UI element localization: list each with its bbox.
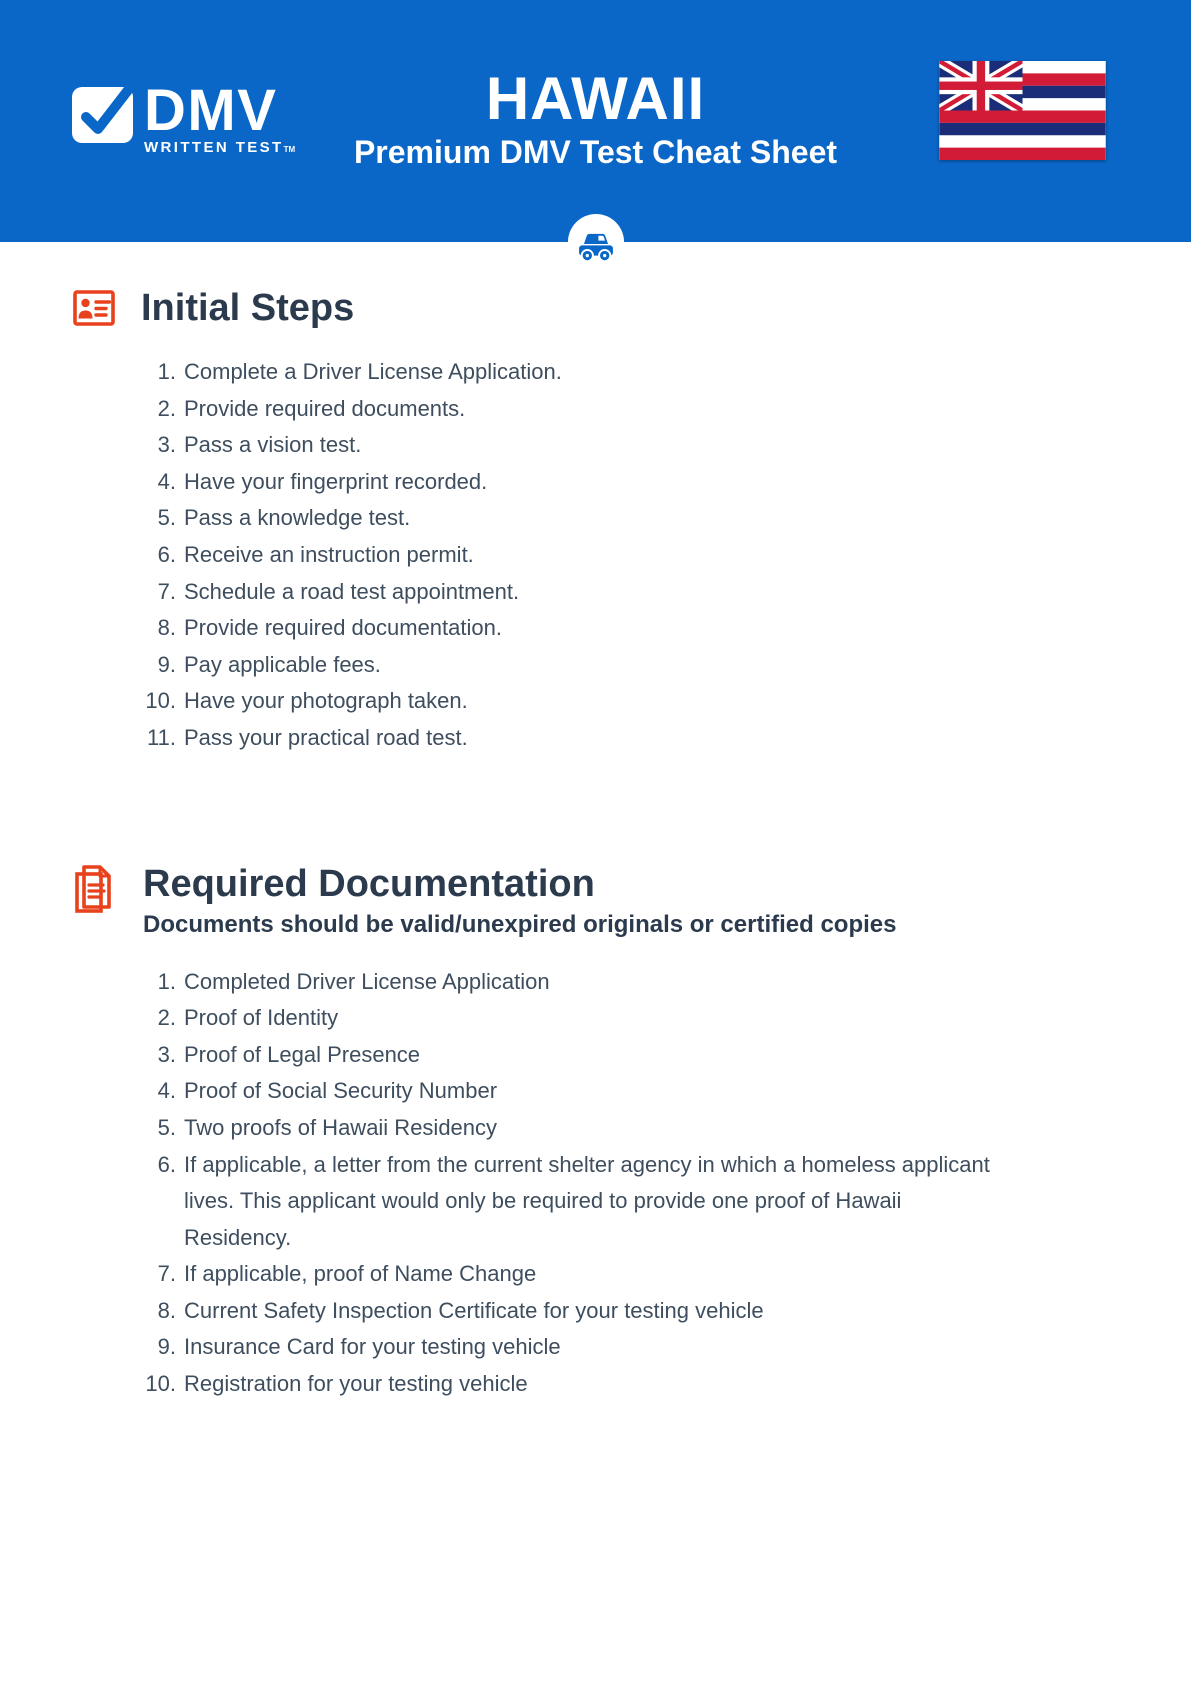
item-text: If applicable, proof of Name Change — [184, 1261, 537, 1287]
section-initial-steps — [0, 286, 1191, 757]
header-banner — [0, 0, 1191, 242]
documents-icon — [73, 865, 113, 915]
car-badge — [567, 214, 625, 272]
item-number: 7. — [157, 1261, 176, 1287]
item-number: 2. — [157, 395, 176, 421]
list-item — [73, 1037, 1131, 1074]
logo-brand-text: DMV — [144, 78, 278, 143]
list-item — [73, 354, 1131, 391]
logo-tagline-label: WRITTEN TEST — [144, 139, 284, 156]
item-number: 3. — [157, 1041, 176, 1067]
hawaii-flag — [939, 61, 1106, 160]
logo-tagline-text — [144, 139, 295, 156]
list-item — [73, 1256, 1131, 1293]
car-icon — [567, 214, 625, 272]
item-number: 6. — [157, 1151, 176, 1177]
list-item — [73, 391, 1131, 428]
logo-text — [144, 78, 296, 156]
item-text: Proof of Identity — [184, 1005, 339, 1031]
required-documentation-heading-row — [73, 863, 1131, 940]
trademark-mark: TM — [283, 145, 296, 154]
item-text: Registration for your testing vehicle — [184, 1371, 528, 1397]
list-item — [73, 464, 1131, 501]
title-block — [290, 65, 901, 170]
item-number: 6. — [157, 541, 176, 567]
item-number: 4. — [157, 468, 176, 494]
item-text: Pass a knowledge test. — [184, 505, 411, 531]
item-text: Have your fingerprint recorded. — [184, 468, 488, 494]
list-item — [73, 427, 1131, 464]
item-number: 11. — [147, 724, 176, 750]
initial-steps-heading-row — [73, 286, 1131, 330]
dmv-written-test-logo — [72, 78, 296, 156]
page-title: HAWAII — [485, 65, 706, 132]
checkmark-icon — [72, 87, 133, 143]
item-number: 1. — [157, 968, 176, 994]
id-card-icon — [73, 289, 115, 327]
list-item — [73, 1000, 1131, 1037]
item-text: Insurance Card for your testing vehicle — [184, 1334, 561, 1360]
item-text: Have your photograph taken. — [184, 688, 468, 714]
item-number: 5. — [157, 505, 176, 531]
item-number: 5. — [157, 1114, 176, 1140]
checkbox-logo-mark — [72, 87, 133, 143]
item-number: 9. — [157, 651, 176, 677]
list-item — [73, 500, 1131, 537]
list-item — [73, 1293, 1131, 1330]
initial-steps-list — [73, 354, 1131, 757]
list-item — [73, 1366, 1131, 1403]
list-item — [73, 647, 1131, 684]
section-subtitle-required-documentation: Documents should be valid/unexpired originals or certified copies — [143, 910, 897, 938]
list-item — [73, 574, 1131, 611]
item-number: 2. — [157, 1005, 176, 1031]
item-text: Provide required documentation. — [184, 615, 502, 641]
item-text: Completed Driver License Application — [184, 968, 550, 994]
page-subtitle: Premium DMV Test Cheat Sheet — [353, 134, 838, 170]
item-number: 4. — [157, 1078, 176, 1104]
item-number: 8. — [157, 615, 176, 641]
section-title-initial-steps: Initial Steps — [141, 287, 355, 329]
item-text: Receive an instruction permit. — [184, 541, 474, 567]
item-number: 7. — [157, 578, 176, 604]
section-required-documentation — [0, 863, 1191, 1403]
list-item — [73, 537, 1131, 574]
list-item — [73, 610, 1131, 647]
item-number: 9. — [157, 1334, 176, 1360]
item-text: Proof of Social Security Number — [184, 1078, 498, 1104]
list-item — [73, 1073, 1131, 1110]
item-text: Pass a vision test. — [184, 432, 362, 458]
item-text: Current Safety Inspection Certificate for your testing vehicle — [184, 1297, 764, 1323]
list-item — [73, 683, 1131, 720]
item-number: 1. — [157, 359, 176, 384]
list-item — [73, 964, 1131, 1001]
list-item — [73, 720, 1131, 757]
item-text: Complete a Driver License Application. — [184, 359, 562, 384]
list-item — [73, 1147, 1131, 1257]
item-text: Proof of Legal Presence — [184, 1041, 421, 1067]
item-number: 10. — [145, 688, 176, 714]
item-text: Pass your practical road test. — [184, 724, 468, 750]
item-text: Two proofs of Hawaii Residency — [184, 1114, 498, 1140]
required-documentation-titles — [143, 863, 897, 940]
section-title-required-documentation: Required Documentation — [143, 862, 595, 905]
item-text: Provide required documents. — [184, 395, 466, 421]
item-number: 10. — [145, 1371, 176, 1397]
item-text: Schedule a road test appointment. — [184, 578, 520, 604]
item-number: 3. — [157, 432, 176, 458]
list-item — [73, 1110, 1131, 1147]
hawaii-flag-image — [939, 61, 1106, 160]
required-documentation-list — [73, 964, 1131, 1403]
item-number: 8. — [157, 1297, 176, 1323]
item-text: Pay applicable fees. — [184, 651, 381, 677]
list-item — [73, 1329, 1131, 1366]
item-text: If applicable, a letter from the current shelter agency in which a homeless applicant lives. This applicant would only be required to provide one proof of Hawaii Residency. — [184, 1151, 990, 1250]
